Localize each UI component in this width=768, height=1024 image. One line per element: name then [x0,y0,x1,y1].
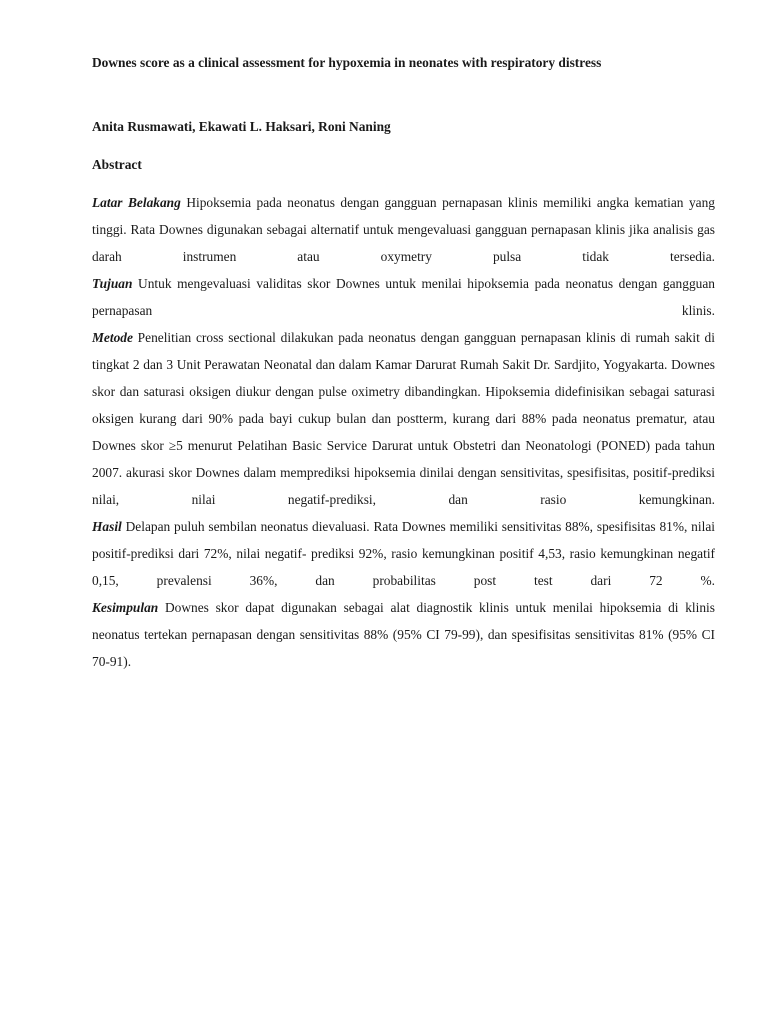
author-list: Anita Rusmawati, Ekawati L. Haksari, Roni Naning [92,119,391,134]
section-label-metode: Metode [92,330,133,345]
section-label-kesimpulan: Kesimpulan [92,600,159,615]
section-text-kesimpulan: Downes skor dapat digunakan sebagai alat diagnostik klinis untuk menilai hipoksemia di klinis neonatus tertekan pernapasan dengan sensitivitas 88% (95% CI 79-99), dan spesifisitas sensitivitas 81% (95% CI 70-91). [92,600,715,669]
section-hasil [92,513,715,594]
section-text-latar-belakang: Hipoksemia pada neonatus dengan gangguan pernapasan klinis memiliki angka kematian yang tinggi. Rata Downes digunakan sebagai alternatif untuk mengevaluasi gangguan pernapasan klinis jika analisis gas darah instrumen atau oxymetry pulsa tidak tersedia. [92,195,715,264]
section-label-latar-belakang: Latar Belakang [92,195,181,210]
section-label-tujuan: Tujuan [92,276,133,291]
section-text-metode: Penelitian cross sectional dilakukan pada neonatus dengan gangguan pernapasan klinis di rumah sakit di tingkat 2 dan 3 Unit Perawatan Neonatal dan dalam Kamar Darurat Rumah Sakit Dr. Sardjito, Yogyakarta. Downes skor dan saturasi oksigen diukur dengan pulse oximetry dibandingkan. Hipoksemia didefinisikan sebagai saturasi oksigen kurang dari 90% pada bayi cukup bulan dan postterm, kurang dari 88% pada neonatus prematur, atau Downes skor ≥5 menurut Pelatihan Basic Service Darurat untuk Obstetri dan Neonatologi (PONED) pada tahun 2007. akurasi skor Downes dalam memprediksi hipoksemia dinilai dengan sensitivitas, spesifisitas, positif-prediksi nilai, nilai negatif-prediksi, dan rasio kemungkinan. [92,330,715,507]
section-kesimpulan [92,594,715,675]
section-latar-belakang [92,189,715,270]
section-tujuan [92,270,715,324]
section-metode [92,324,715,513]
abstract-body [92,189,715,675]
document-title: Downes score as a clinical assessment for hypoxemia in neonates with respiratory distress [92,55,602,70]
section-text-hasil: Delapan puluh sembilan neonatus dievaluasi. Rata Downes memiliki sensitivitas 88%, spesifisitas 81%, nilai positif-prediksi dari 72%, nilai negatif- prediksi 92%, rasio kemungkinan positif 4,53, rasio kemungkinan negatif 0,15, prevalensi 36%, dan probabilitas post test dari 72 %. [92,519,715,588]
section-label-hasil: Hasil [92,519,122,534]
abstract-heading: Abstract [92,157,142,172]
section-text-tujuan: Untuk mengevaluasi validitas skor Downes untuk menilai hipoksemia pada neonatus dengan gangguan pernapasan klinis. [92,276,715,318]
